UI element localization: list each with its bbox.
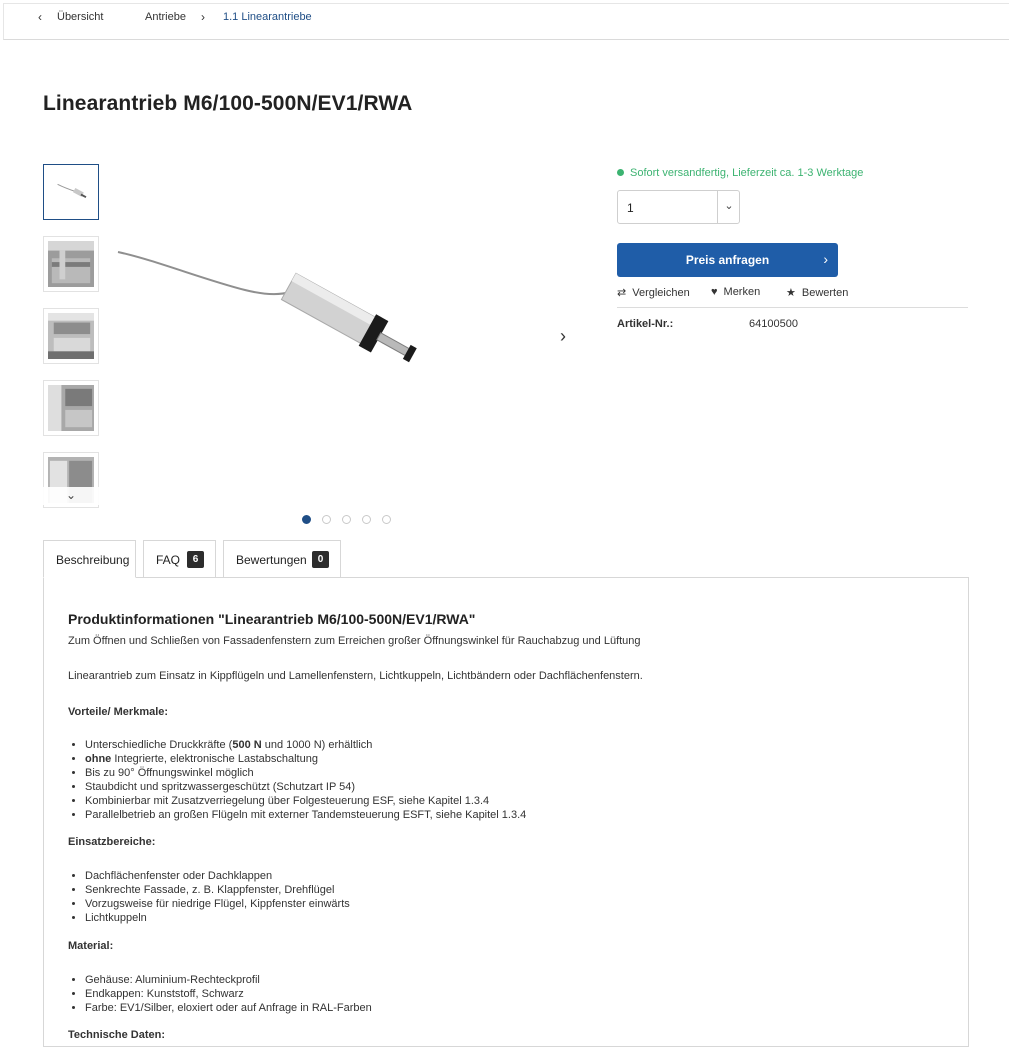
- next-slide-chevron-icon[interactable]: ›: [560, 326, 566, 346]
- list-item: • Senkrechte Fassade, z. B. Klappfenster, Drehflügel: [85, 883, 350, 897]
- list-item: • ohne Integrierte, elektronische Lastabschaltung: [85, 752, 526, 766]
- tab-faq-label: FAQ: [156, 553, 181, 567]
- chevron-right-icon: ›: [823, 251, 828, 267]
- carousel-dot-1[interactable]: [302, 515, 311, 524]
- rate-label: Bewerten: [801, 287, 849, 299]
- request-price-label: Preis anfragen: [685, 253, 770, 267]
- wishlist-label: Merken: [723, 286, 761, 298]
- window-thumbnail-image: [48, 313, 94, 359]
- rate-action[interactable]: [786, 286, 848, 299]
- carousel-dot-2[interactable]: [322, 515, 331, 524]
- list-item: • Lichtkuppeln: [85, 911, 350, 925]
- tab-bewertungen[interactable]: [223, 540, 341, 578]
- breadcrumb-back-link[interactable]: Übersicht: [57, 11, 104, 23]
- divider: [617, 307, 968, 308]
- wishlist-action[interactable]: [711, 286, 760, 298]
- window-thumbnail-image: [48, 241, 94, 287]
- quantity-value: 1: [627, 201, 634, 215]
- tab-beschreibung[interactable]: [43, 540, 136, 578]
- list-item: • Bis zu 90° Öffnungswinkel möglich: [85, 766, 526, 780]
- carousel-dot-4[interactable]: [362, 515, 371, 524]
- star-icon: ★: [786, 287, 796, 299]
- list-item: • Kombinierbar mit Zusatzverriegelung über Folgesteuerung ESF, siehe Kapitel 1.3.4: [85, 794, 526, 808]
- material-list: [85, 973, 372, 1015]
- window-thumbnail-image: [48, 385, 94, 431]
- faq-count-badge: 6: [187, 551, 204, 568]
- tab-bewertungen-label: Bewertungen: [236, 553, 307, 567]
- breadcrumb-item-antriebe[interactable]: Antriebe: [145, 11, 186, 23]
- features-list: [85, 738, 526, 822]
- availability-dot-icon: [617, 169, 624, 176]
- article-number-value: 64100500: [749, 318, 798, 330]
- list-item: • Gehäuse: Aluminium-Rechteckprofil: [85, 973, 372, 987]
- material-heading: Material:: [68, 940, 114, 952]
- compare-action[interactable]: [617, 286, 690, 299]
- description-usage: Linearantrieb zum Einsatz in Kippflügeln und Lamellenfenstern, Lichtkuppeln, Lichtbändern oder Dachflächenfenstern.: [68, 670, 643, 682]
- usage-list: [85, 869, 350, 925]
- description-panel: [43, 577, 969, 1047]
- gallery-thumbnail-4[interactable]: [43, 380, 99, 436]
- description-intro: Zum Öffnen und Schließen von Fassadenfenstern zum Erreichen großer Öffnungswinkel für Rauchabzug und Lüftung: [68, 635, 641, 647]
- product-main-image: [115, 240, 415, 390]
- list-item: • Dachflächenfenster oder Dachklappen: [85, 869, 350, 883]
- features-heading: Vorteile/ Merkmale:: [68, 706, 169, 718]
- request-price-button[interactable]: [617, 243, 838, 277]
- quantity-select[interactable]: [617, 190, 740, 224]
- list-item: • Parallelbetrieb an großen Flügeln mit externer Tandemsteuerung ESFT, siehe Kapitel 1.3.4: [85, 808, 526, 822]
- tech-data-heading: Technische Daten:: [68, 1029, 165, 1041]
- tab-beschreibung-label: Beschreibung: [56, 553, 130, 567]
- page-title: Linearantrieb M6/100-500N/EV1/RWA: [43, 92, 413, 115]
- article-number-label: Artikel-Nr.:: [617, 318, 674, 330]
- chevron-left-icon[interactable]: ‹: [38, 10, 42, 24]
- breadcrumb-item-linearantriebe[interactable]: 1.1 Linearantriebe: [223, 11, 312, 23]
- tab-faq[interactable]: [143, 540, 216, 578]
- list-item: • Farbe: EV1/Silber, eloxiert oder auf Anfrage in RAL-Farben: [85, 1001, 372, 1015]
- gallery-thumbnail-1[interactable]: [43, 164, 99, 220]
- reviews-count-badge: 0: [312, 551, 329, 568]
- heart-icon: ♥: [711, 286, 718, 298]
- list-item: • Vorzugsweise für niedrige Flügel, Kippfenster einwärts: [85, 897, 350, 911]
- availability-status: [617, 167, 863, 179]
- product-thumbnail-image: [48, 169, 94, 215]
- description-heading: Produktinformationen "Linearantrieb M6/100-500N/EV1/RWA": [68, 611, 476, 627]
- compare-label: Vergleichen: [632, 287, 690, 299]
- thumbnail-scroll-down-icon[interactable]: ⌄: [43, 487, 99, 505]
- list-item: • Unterschiedliche Druckkräfte (500 N und 1000 N) erhältlich: [85, 738, 526, 752]
- chevron-right-icon: ›: [201, 10, 205, 24]
- carousel-dot-5[interactable]: [382, 515, 391, 524]
- availability-text: Sofort versandfertig, Lieferzeit ca. 1-3 Werktage: [630, 167, 864, 179]
- gallery-thumbnail-2[interactable]: [43, 236, 99, 292]
- gallery-thumbnail-3[interactable]: [43, 308, 99, 364]
- list-item: • Endkappen: Kunststoff, Schwarz: [85, 987, 372, 1001]
- usage-heading: Einsatzbereiche:: [68, 836, 156, 848]
- list-item: • Staubdicht und spritzwassergeschützt (Schutzart IP 54): [85, 780, 526, 794]
- arrows-compare-icon: ⇄: [617, 287, 627, 299]
- carousel-dot-3[interactable]: [342, 515, 351, 524]
- chevron-down-icon[interactable]: ⌄: [724, 200, 734, 212]
